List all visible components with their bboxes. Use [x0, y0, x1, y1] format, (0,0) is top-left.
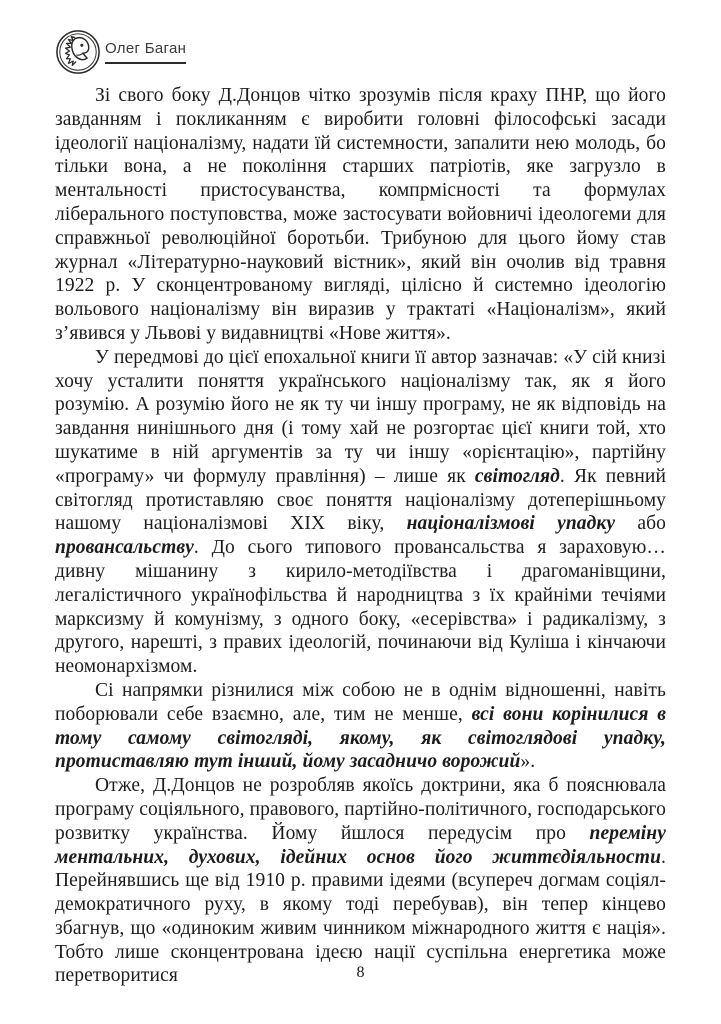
- emphasis-text: світогляд: [474, 465, 560, 487]
- body-text: . Як певний світогляд протиставляю своє поняття націоналізму дотеперішньому нашому націоналізмові XIX віку,: [55, 465, 666, 535]
- emphasis-text: всі вони корінилися в тому самому світогляді, якому, як світоглядові упадку, протиставляю тут інший, йому засадничо ворожий: [55, 703, 667, 773]
- paragraph: [55, 84, 666, 346]
- page-number: 8: [356, 964, 365, 981]
- emphasis-text: провансальству: [55, 537, 194, 559]
- page-footer: [0, 964, 721, 982]
- page-header: [55, 26, 666, 78]
- body-text: ».: [520, 751, 536, 773]
- paragraph: [55, 346, 666, 679]
- body-text: Отже, Д.Донцов не розробляв якоїсь доктрини, яка б пояснювала програму соціяльного, правового, партійно-політичного, господарського розвитку українства. Йому йшлося передусім про: [55, 775, 666, 844]
- paragraph: [55, 774, 666, 988]
- page-body: [55, 84, 666, 988]
- author-name: Олег Баган: [105, 40, 186, 64]
- emphasis-text: націоналізмові упадку: [406, 513, 616, 535]
- body-text: У передмові до цієї епохальної книги її автор зазначав: «У сій книзі хочу усталити поняття українського націоналізму так, як я його розумію. А розумію його не як ту чи іншу програму, не як відповідь на завдання нинішнього дня (і тому хай не розгортає цієї книги той, хто шукатиме в ній аргументів за ту чи іншу «орієнтацію», партійну «програму» чи формулу правління) – лише як: [55, 346, 666, 487]
- body-text: . Перейнявшись ще від 1910 р. правими ідеями (всупереч догмам соціял-демократичного руху, в якому тоді перебував), він тепер кінцево збагнув, що «одиноким живим чинником міжнародного життя є нація». Тобто лише сконцентрована ідеєю нації суспільна енергетика може перетворитися: [55, 846, 666, 987]
- body-text: або: [615, 513, 666, 535]
- emphasis-text: переміну ментальних, духових, ідейних основ його життєдіяльности: [55, 822, 666, 868]
- publisher-logo-icon: [55, 29, 101, 75]
- paragraph: [55, 679, 666, 774]
- body-text: Зі свого боку Д.Донцов чітко зрозумів після краху ПНР, що його завданням і покликанням є виробити головні філософські засади ідеології націоналізму, надати їй системности, запалити нею молодь, бо тільки вона, а не покоління старших патріотів, яке загрузло в ментальності пристосуванства, компрмісності та формулах ліберального поступовства, може застосувати войовничі ідеологеми для справжньої революційної боротьби. Трибуною для цього йому став журнал «Літературно-науковий вістник», який він очолив від травня 1922 р. У сконцентрованому вигляді, цілісно й системно ідеологію вольового націоналізму він виразив у трактаті «Націоналізм», який з’явився у Львові у видавництві «Нове життя».: [55, 85, 666, 344]
- author-block: [105, 40, 186, 64]
- body-text: . До сього типового провансальства я зараховую… дивну мішанину з кирило-методіївства і драгоманівщини, легалістичного українофільства й народництва з їх крайніми течіями марксизму й комунізму, з одного боку, «есерівства» і радикалізму, з другого, нарешті, з правих ідеологій, починаючи від Куліша і кінчаючи неомонархізмом.: [55, 537, 666, 678]
- body-text: Сі напрямки різнилися між собою не в однім відношенні, навіть поборювали себе взаємно, але, тим не менше,: [55, 679, 666, 725]
